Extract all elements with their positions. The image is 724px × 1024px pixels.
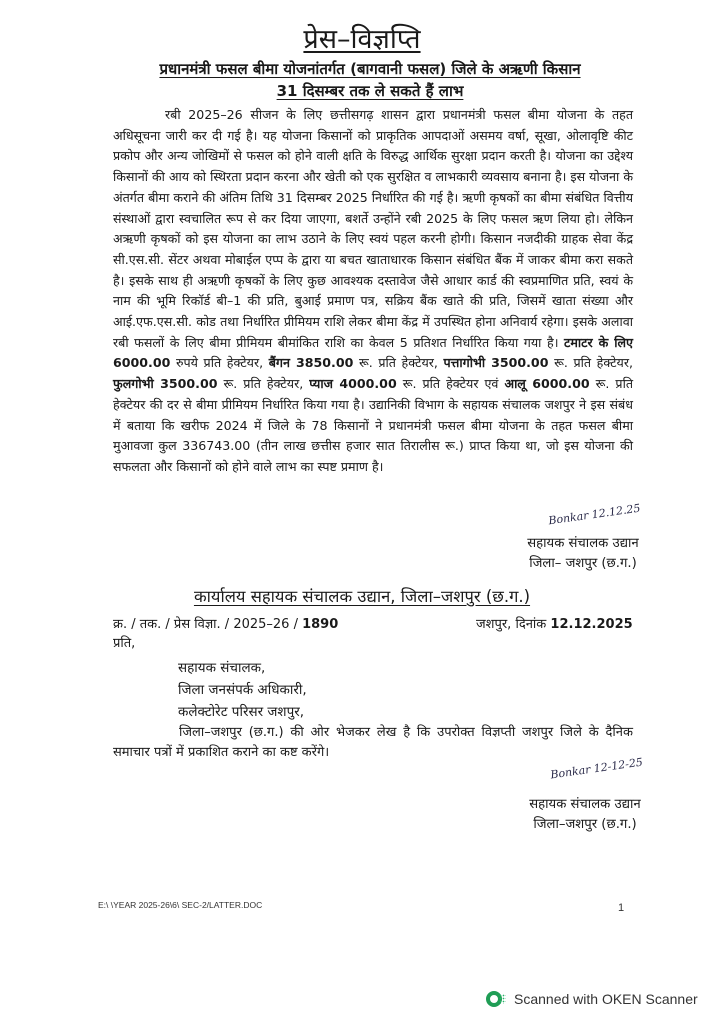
- body-text-part-3: की दर से बीमा प्रीमियम निर्धारित किया गया है। उद्यानिकी विभाग के सहायक संचालक जशपुर ने इस संबंध में बताया कि खरीफ 2024 में जिले के 78 किसानों ने प्रधानमंत्री फसल बीमा योजना के तहत फसल बीमा मुआवजा कुल 336743.00 (तीन लाख छत्तीस हजार सात तिरालीस रू.) प्राप्त किया था, जो इस योजना की सफलता और किसानों को होने वाले लाभ का स्पष्ट प्रमाण है।: [113, 396, 633, 474]
- reference-number: [113, 616, 338, 634]
- title-text: प्रेस–विज्ञप्ति: [303, 24, 421, 55]
- crop-premium-unit: रू. प्रति हेक्टेयर एवं: [396, 376, 505, 392]
- crop-premium-unit: रू. प्रति हेक्टेयर: [113, 376, 634, 412]
- subtitle-line-1: [100, 58, 640, 80]
- crop-premium-amount: 3500.00: [491, 355, 549, 371]
- crop-premium-amount: 4000.00: [339, 376, 397, 392]
- crop-premium-amount: 3500.00: [160, 376, 218, 392]
- crop-name: टमाटर के लिए: [564, 334, 634, 350]
- signature-1-district: जिला– जशपुर (छ.ग.): [529, 556, 637, 571]
- crop-name: पत्तागोभी: [443, 355, 492, 371]
- date-value: 12.12.2025: [550, 617, 633, 632]
- crop-premium-item: [444, 355, 634, 370]
- office-heading-text: कार्यालय सहायक संचालक उद्यान, जिला–जशपुर (छ.ग.): [193, 587, 531, 606]
- page-title: [0, 22, 724, 58]
- handwritten-signature-1: Bonkar 12.12.25: [547, 501, 642, 528]
- signature-2-designation: सहायक संचालक उद्यान: [529, 797, 641, 812]
- crop-premium-item: [269, 355, 444, 370]
- crop-premium-amount: 3850.00: [295, 355, 354, 371]
- crop-premium-amount: 6000.00: [113, 355, 171, 371]
- reference-number-value: 1890: [302, 617, 339, 632]
- crop-name: फुलगोभी: [113, 376, 161, 392]
- crop-premium-unit: रू. प्रति हेक्टेयर,: [217, 376, 310, 392]
- dispatch-date: [476, 616, 633, 634]
- signature-block-1: [508, 534, 658, 574]
- crop-name: बैंगन: [268, 355, 296, 371]
- handwritten-signature-2: Bonkar 12-12-25: [549, 755, 644, 782]
- reference-prefix: क्र. / तक. / प्रेस विज्ञा. / 2025–26 /: [113, 617, 303, 632]
- scanner-watermark: [486, 990, 698, 1008]
- signature-block-2: [510, 795, 660, 835]
- subtitle-line-1-text: प्रधानमंत्री फसल बीमा योजनांतर्गत (बागवानी फसल) जिले के अऋणी किसान: [159, 60, 581, 78]
- body-paragraph: [113, 105, 633, 478]
- forwarding-note: जिला–जशपुर (छ.ग.) की ओर भेजकर लेख है कि उपरोक्त विज्ञप्ती जशपुर जिले के दैनिक समाचार पत्रों में प्रकाशित कराने का कष्ट करेंगे।: [113, 725, 633, 760]
- footer-file-path: E:\ \YEAR 2025-26\6\ SEC-2/LATTER.DOC: [98, 900, 263, 910]
- crop-premium-unit: रू. प्रति हेक्टेयर,: [548, 355, 634, 371]
- date-label: जशपुर, दिनांक: [476, 617, 551, 632]
- addressee-line: जिला जनसंपर्क अधिकारी,: [178, 682, 307, 698]
- crop-premium-unit: रुपये प्रति हेक्टेयर,: [170, 355, 269, 371]
- signature-1-designation: सहायक संचालक उद्यान: [527, 536, 639, 551]
- crop-name: प्याज: [309, 376, 340, 392]
- crop-premium-item: [113, 376, 309, 391]
- scanner-watermark-text: Scanned with OKEN Scanner: [514, 991, 698, 1007]
- addressee-line: सहायक संचालक,: [178, 660, 266, 676]
- oken-scanner-logo-icon: [486, 990, 506, 1008]
- crop-premium-unit: रू. प्रति हेक्टेयर,: [353, 355, 444, 371]
- premium-percent: 5: [399, 334, 408, 350]
- crop-premium-item: [309, 376, 504, 391]
- body-text-part-1: रबी 2025–26 सीजन के लिए छत्तीसगढ़ शासन द्वारा प्रधानमंत्री फसल बीमा योजना के तहत अधिसूचना जारी कर दी गई है। यह योजना किसानों को प्राकृतिक आपदाओं असमय वर्षा, सूखा, ओलावृष्टि कीट प्रकोप और अन्य जोखिमों से फसल को होने वाली क्षति के विरुद्ध आर्थिक सुरक्षा प्रदान करती है। योजना का उद्देश्य किसानों की आय को स्थिरता प्रदान करना और खेती को एक सुरक्षित व लाभकारी व्यवसाय बनाना है। इस योजना के अंतर्गत बीमा कराने की अंतिम तिथि 31 दिसम्बर 2025 निर्धारित की गई है। ऋणी कृषकों का बीमा संबंधित वित्तीय संस्थाओं द्वारा स्वचालित रूप से कर दिया जाएगा, बशर्ते उन्होंने रबी 2025 के लिए फसल ऋण लिया हो। लेकिन अऋणी कृषकों को इस योजना का लाभ उठाने के लिए स्वयं पहल करनी होगी। किसान नजदीकी ग्राहक सेवा केंद्र सी.एस.सी. सेंटर अथवा मोबाईल एप्प के द्वारा या बचत खाताधारक किसान संबंधित बैंक में जाकर बीमा करा सकते है। इसके साथ ही अऋणी कृषकों के लिए कुछ आवश्यक दस्तावेज जैसे आधार कार्ड की स्वप्रमाणित प्रति, स्वयं के नाम की भूमि रिकॉर्ड बी–1 की प्रति, बुआई प्रमाण पत्र, सक्रिय बैंक खाते की प्रति, जिसमें खाता संख्या और आई.एफ.एस.सी. कोड तथा निर्धारित प्रीमियम राशि लेकर बीमा केंद्र में उपस्थित होना अनिवार्य रहेगा। इसके अलावा रबी फसलों के लिए बीमा प्रीमियम बीमांकित राशि का केवल: [113, 107, 633, 350]
- page-number: 1: [618, 902, 625, 914]
- crop-premium-amount: 6000.00: [532, 376, 590, 392]
- subtitle-line-2: [100, 80, 640, 102]
- addressee-block: [178, 657, 307, 723]
- crop-name: आलू: [504, 376, 533, 392]
- office-heading: [0, 586, 724, 608]
- signature-2-district: जिला–जशपुर (छ.ग.): [533, 817, 637, 832]
- body-text-part-2: प्रतिशत निर्धारित किया गया है।: [407, 334, 565, 350]
- addressee-line: कलेक्टोरेट परिसर जशपुर,: [178, 704, 305, 720]
- to-label: प्रति,: [113, 636, 136, 651]
- subtitle-line-2-text: 31 दिसम्बर तक ले सकते हैं लाभ: [276, 82, 464, 100]
